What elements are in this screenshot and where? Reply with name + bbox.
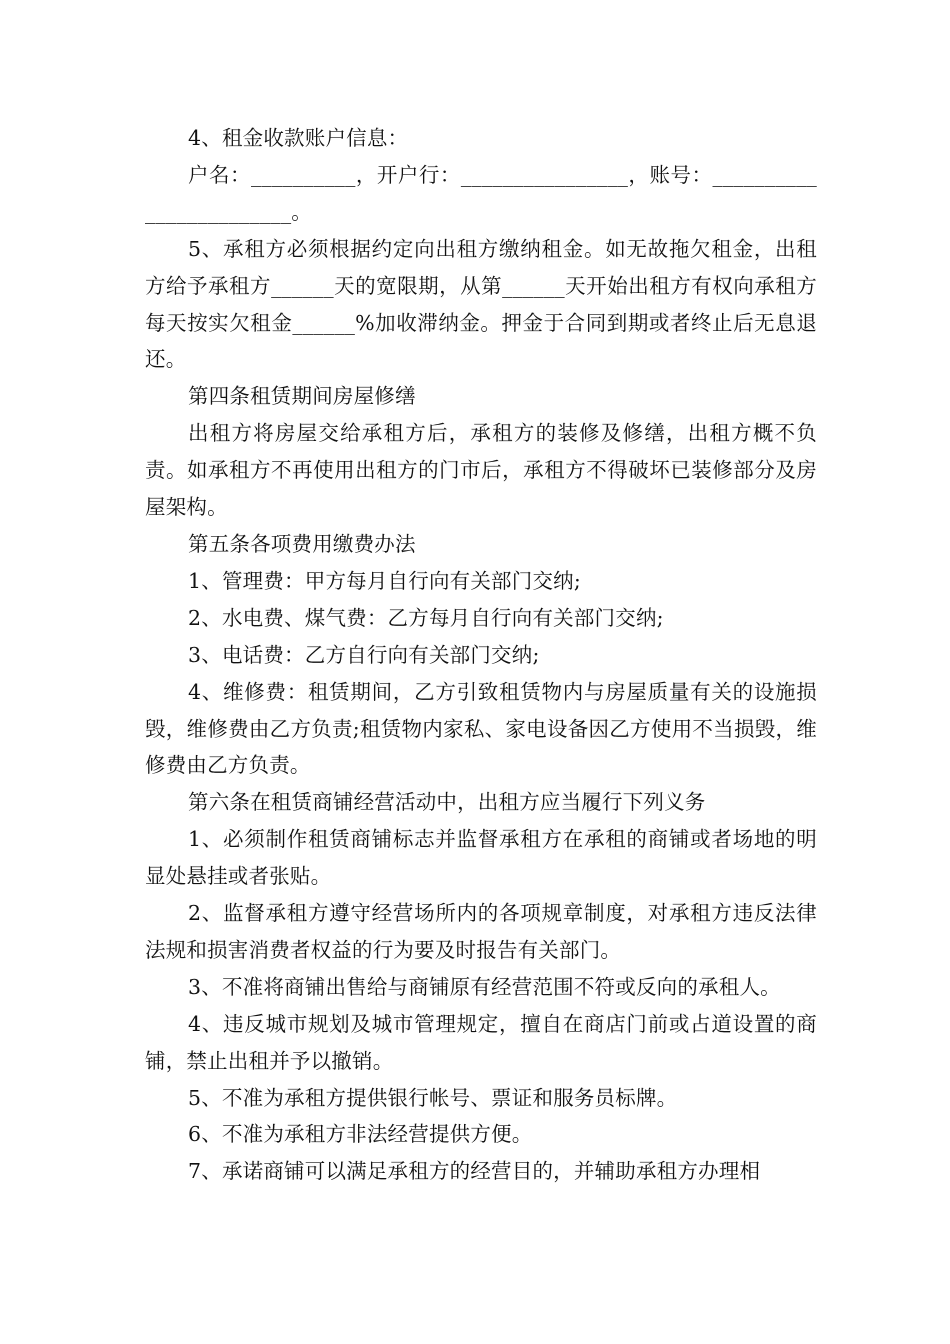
paragraph-repairs: 出租方将房屋交给承租方后，承租方的装修及修缮，出租方概不负责。如承租方不再使用出租方的门市后，承租方不得破坏已装修部分及房屋架构。 <box>145 421 817 520</box>
paragraph-obligation-5: 5、不准为承租方提供银行帐号、票证和服务员标牌。 <box>188 1085 678 1110</box>
paragraph-obligation-1: 1、必须制作租赁商铺标志并监督承租方在承租的商铺或者场地的明显处悬挂或者张贴。 <box>145 827 817 889</box>
paragraph-obligation-6: 6、不准为承租方非法经营提供方便。 <box>188 1122 533 1147</box>
paragraph-obligation-4: 4、违反城市规划及城市管理规定，擅自在商店门前或占道设置的商铺，禁止出租并予以撤销。 <box>145 1011 817 1073</box>
paragraph-account-fields: 户名：__________，开户行：________________，账号：________________________。 <box>145 162 817 224</box>
paragraph-phone-fee: 3、电话费：乙方自行向有关部门交纳; <box>188 642 540 667</box>
paragraph-maintenance-fee: 4、维修费：租赁期间，乙方引致租赁物内与房屋质量有关的设施损毁，维修费由乙方负责;租赁物内家私、家电设备因乙方使用不当损毁，维修费由乙方负责。 <box>145 679 817 778</box>
section-heading-article-4: 第四条租赁期间房屋修缮 <box>188 384 416 409</box>
paragraph-account-info-heading: 4、租金收款账户信息： <box>188 126 409 150</box>
paragraph-utility-fee: 2、水电费、煤气费：乙方每月自行向有关部门交纳; <box>188 605 664 630</box>
section-heading-article-5: 第五条各项费用缴费办法 <box>188 531 416 556</box>
paragraph-obligation-2: 2、监督承租方遵守经营场所内的各项规章制度，对承租方违反法律法规和损害消费者权益的行为要及时报告有关部门。 <box>145 901 817 962</box>
paragraph-rent-payment: 5、承租方必须根据约定向出租方缴纳租金。如无故拖欠租金，出租方给予承租方______天的宽限期，从第______天开始出租方有权向承租方每天按实欠租金______%加收滞纳金。押金于合同到期或者终止后无息退还。 <box>145 236 817 372</box>
paragraph-obligation-7: 7、承诺商铺可以满足承租方的经营目的，并辅助承租方办理相 <box>188 1159 761 1184</box>
paragraph-management-fee: 1、管理费：甲方每月自行向有关部门交纳; <box>188 568 581 593</box>
paragraph-obligation-3: 3、不准将商铺出售给与商铺原有经营范围不符或反向的承租人。 <box>188 974 781 999</box>
document-body <box>145 120 817 1190</box>
section-heading-article-6: 第六条在租赁商铺经营活动中，出租方应当履行下列义务 <box>188 790 706 815</box>
